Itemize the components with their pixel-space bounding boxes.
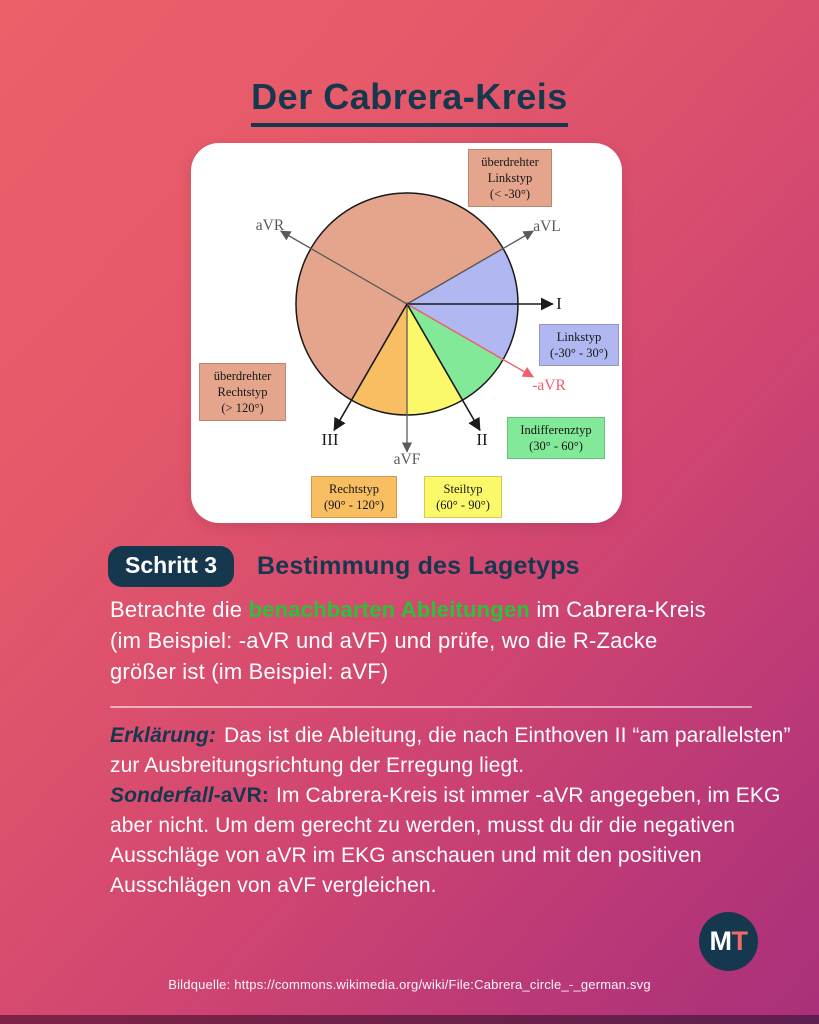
- image-source-credit: Bildquelle: https://commons.wikimedia.org/wiki/File:Cabrera_circle_-_german.svg: [168, 977, 651, 992]
- legend-line: (60° - 90°): [436, 498, 490, 512]
- step-line-1: [110, 594, 800, 625]
- step-line1-prefix: Betrachte die: [110, 597, 249, 622]
- legend-line: überdrehter: [481, 155, 539, 169]
- logo-letter-m: M: [709, 926, 732, 956]
- legend-line: Linkstyp: [556, 330, 602, 344]
- explanation-paragraph-2: [110, 781, 794, 901]
- legend-line: (30° - 60°): [529, 439, 583, 453]
- page-title: Der Cabrera-Kreis: [251, 76, 568, 127]
- step-line1-highlight: benachbarten Ableitungen: [248, 597, 531, 622]
- legend-ueberdrehter-rechtstyp: [199, 363, 286, 421]
- axis-label-avl: aVL: [533, 218, 561, 235]
- legend-line: Linkstyp: [487, 171, 533, 185]
- logo-letter-t: T: [731, 926, 748, 956]
- legend-line: Rechtstyp: [329, 482, 379, 496]
- step-line-2: (im Beispiel: -aVR und aVF) und prüfe, wo die R-Zacke: [110, 628, 658, 653]
- legend-indifferenztyp: [507, 417, 605, 459]
- step-line1-suffix: im Cabrera-Kreis: [530, 597, 706, 622]
- legend-rechtstyp: [311, 476, 397, 518]
- step-badge: Schritt 3: [108, 546, 234, 587]
- explanation-label: Erklärung:: [110, 724, 217, 747]
- divider-line: [110, 706, 752, 708]
- sonderfall-label-italic: Sonderfall: [110, 784, 214, 807]
- explanation-paragraph-1: [110, 721, 794, 781]
- axis-label-ii: II: [476, 430, 488, 449]
- mt-logo: [699, 912, 758, 971]
- cabrera-diagram-card: [191, 143, 622, 523]
- legend-ueberdrehter-linkstyp: [468, 149, 552, 207]
- step-heading: Bestimmung des Lagetyps: [257, 552, 580, 580]
- axis-label-avf: aVF: [393, 451, 421, 468]
- legend-line: (< -30°): [489, 187, 531, 201]
- explanation-text-1: Das ist die Ableitung, die nach Einthoven II “am parallelsten” zur Ausbreitungsrichtung der Erregung liegt.: [110, 724, 791, 777]
- explanation-text-2: Im Cabrera-Kreis ist immer -aVR angegeben, im EKG aber nicht. Um dem gerecht zu werden, musst du dir die negativen Ausschläge von aVR im EKG anschauen und mit den positiven Ausschlägen von aVF vergleichen.: [110, 784, 781, 897]
- legend-line: (> 120°): [221, 401, 264, 415]
- legend-line: überdrehter: [213, 369, 272, 383]
- step-row: [108, 546, 580, 587]
- axis-label-neg-avr: -aVR: [532, 377, 566, 394]
- step-body-text: [110, 594, 800, 687]
- step-line-3: größer ist (im Beispiel: aVF): [110, 659, 389, 684]
- legend-linkstyp: [539, 324, 619, 366]
- legend-line: (-30° - 30°): [550, 346, 608, 360]
- legend-line: Steiltyp: [443, 482, 483, 496]
- title-container: [0, 76, 819, 127]
- axis-label-avr: aVR: [255, 217, 285, 234]
- axis-label-iii: III: [321, 430, 339, 449]
- axis-label-i: I: [556, 294, 562, 313]
- bottom-accent-bar: [0, 1015, 819, 1024]
- legend-line: (90° - 120°): [324, 498, 384, 512]
- sonderfall-label-avr: -aVR:: [213, 784, 270, 807]
- legend-line: Indifferenztyp: [520, 423, 592, 437]
- explanation-block: [110, 721, 794, 901]
- legend-steiltyp: [424, 476, 502, 518]
- legend-line: Rechtstyp: [217, 385, 268, 399]
